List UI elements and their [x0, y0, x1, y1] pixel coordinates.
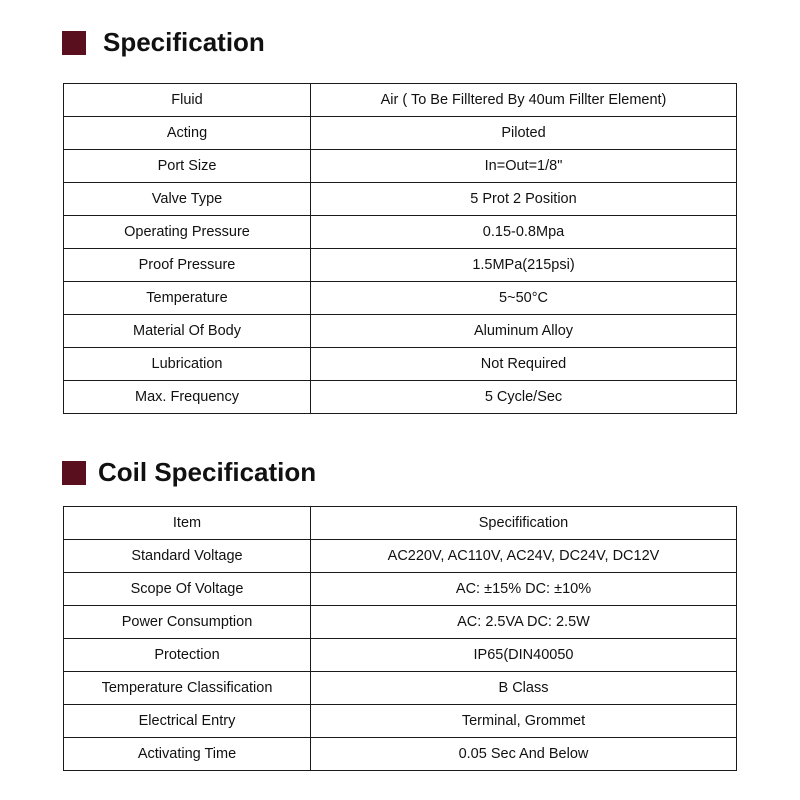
coil-specification-title: Coil Specification	[98, 457, 317, 487]
row-value: 5 Prot 2 Position	[311, 183, 737, 216]
row-value: Terminal, Grommet	[311, 705, 737, 738]
table-row	[64, 507, 737, 540]
table-row	[64, 738, 737, 771]
table-row	[64, 348, 737, 381]
table-row	[64, 282, 737, 315]
row-value: Aluminum Alloy	[311, 315, 737, 348]
specification-table-body	[64, 84, 737, 414]
row-value: Piloted	[311, 117, 737, 150]
row-label: Material Of Body	[64, 315, 311, 348]
row-value: AC220V, AC110V, AC24V, DC24V, DC12V	[311, 540, 737, 573]
row-label: Temperature Classification	[64, 672, 311, 705]
square-bullet-icon	[62, 31, 86, 55]
row-value: AC: 2.5VA DC: 2.5W	[311, 606, 737, 639]
row-label: Port Size	[64, 150, 311, 183]
square-bullet-icon	[62, 461, 86, 485]
row-value: 0.05 Sec And Below	[311, 738, 737, 771]
specification-table	[63, 83, 737, 414]
row-label: Electrical Entry	[64, 705, 311, 738]
row-value: 5~50°C	[311, 282, 737, 315]
row-value: 1.5MPa(215psi)	[311, 249, 737, 282]
row-label: Operating Pressure	[64, 216, 311, 249]
table-row	[64, 84, 737, 117]
table-row	[64, 216, 737, 249]
table-row	[64, 381, 737, 414]
row-value: 5 Cycle/Sec	[311, 381, 737, 414]
row-value: IP65(DIN40050	[311, 639, 737, 672]
row-label: Item	[64, 507, 311, 540]
table-row	[64, 705, 737, 738]
row-label: Acting	[64, 117, 311, 150]
row-label: Scope Of Voltage	[64, 573, 311, 606]
row-value: 0.15-0.8Mpa	[311, 216, 737, 249]
table-row	[64, 315, 737, 348]
row-label: Fluid	[64, 84, 311, 117]
specification-heading	[62, 27, 265, 58]
table-row	[64, 540, 737, 573]
row-value: In=Out=1/8"	[311, 150, 737, 183]
row-label: Valve Type	[64, 183, 311, 216]
row-label: Temperature	[64, 282, 311, 315]
row-value: AC: ±15% DC: ±10%	[311, 573, 737, 606]
table-row	[64, 573, 737, 606]
table-row	[64, 249, 737, 282]
table-row	[64, 150, 737, 183]
table-row	[64, 606, 737, 639]
row-value: Not Required	[311, 348, 737, 381]
row-label: Activating Time	[64, 738, 311, 771]
row-label: Power Consumption	[64, 606, 311, 639]
row-label: Lubrication	[64, 348, 311, 381]
row-label: Standard Voltage	[64, 540, 311, 573]
row-value: Specifification	[311, 507, 737, 540]
table-row	[64, 672, 737, 705]
row-label: Proof Pressure	[64, 249, 311, 282]
row-value: Air ( To Be Fillterеd By 40um Fillter Element)	[311, 84, 737, 117]
table-row	[64, 639, 737, 672]
table-row	[64, 183, 737, 216]
coil-specification-heading	[62, 457, 316, 488]
table-row	[64, 117, 737, 150]
coil-specification-table-body	[64, 507, 737, 771]
row-label: Max. Frequency	[64, 381, 311, 414]
row-value: B Class	[311, 672, 737, 705]
row-label: Protection	[64, 639, 311, 672]
specification-title: Specification	[103, 27, 265, 57]
coil-specification-table	[63, 506, 737, 771]
